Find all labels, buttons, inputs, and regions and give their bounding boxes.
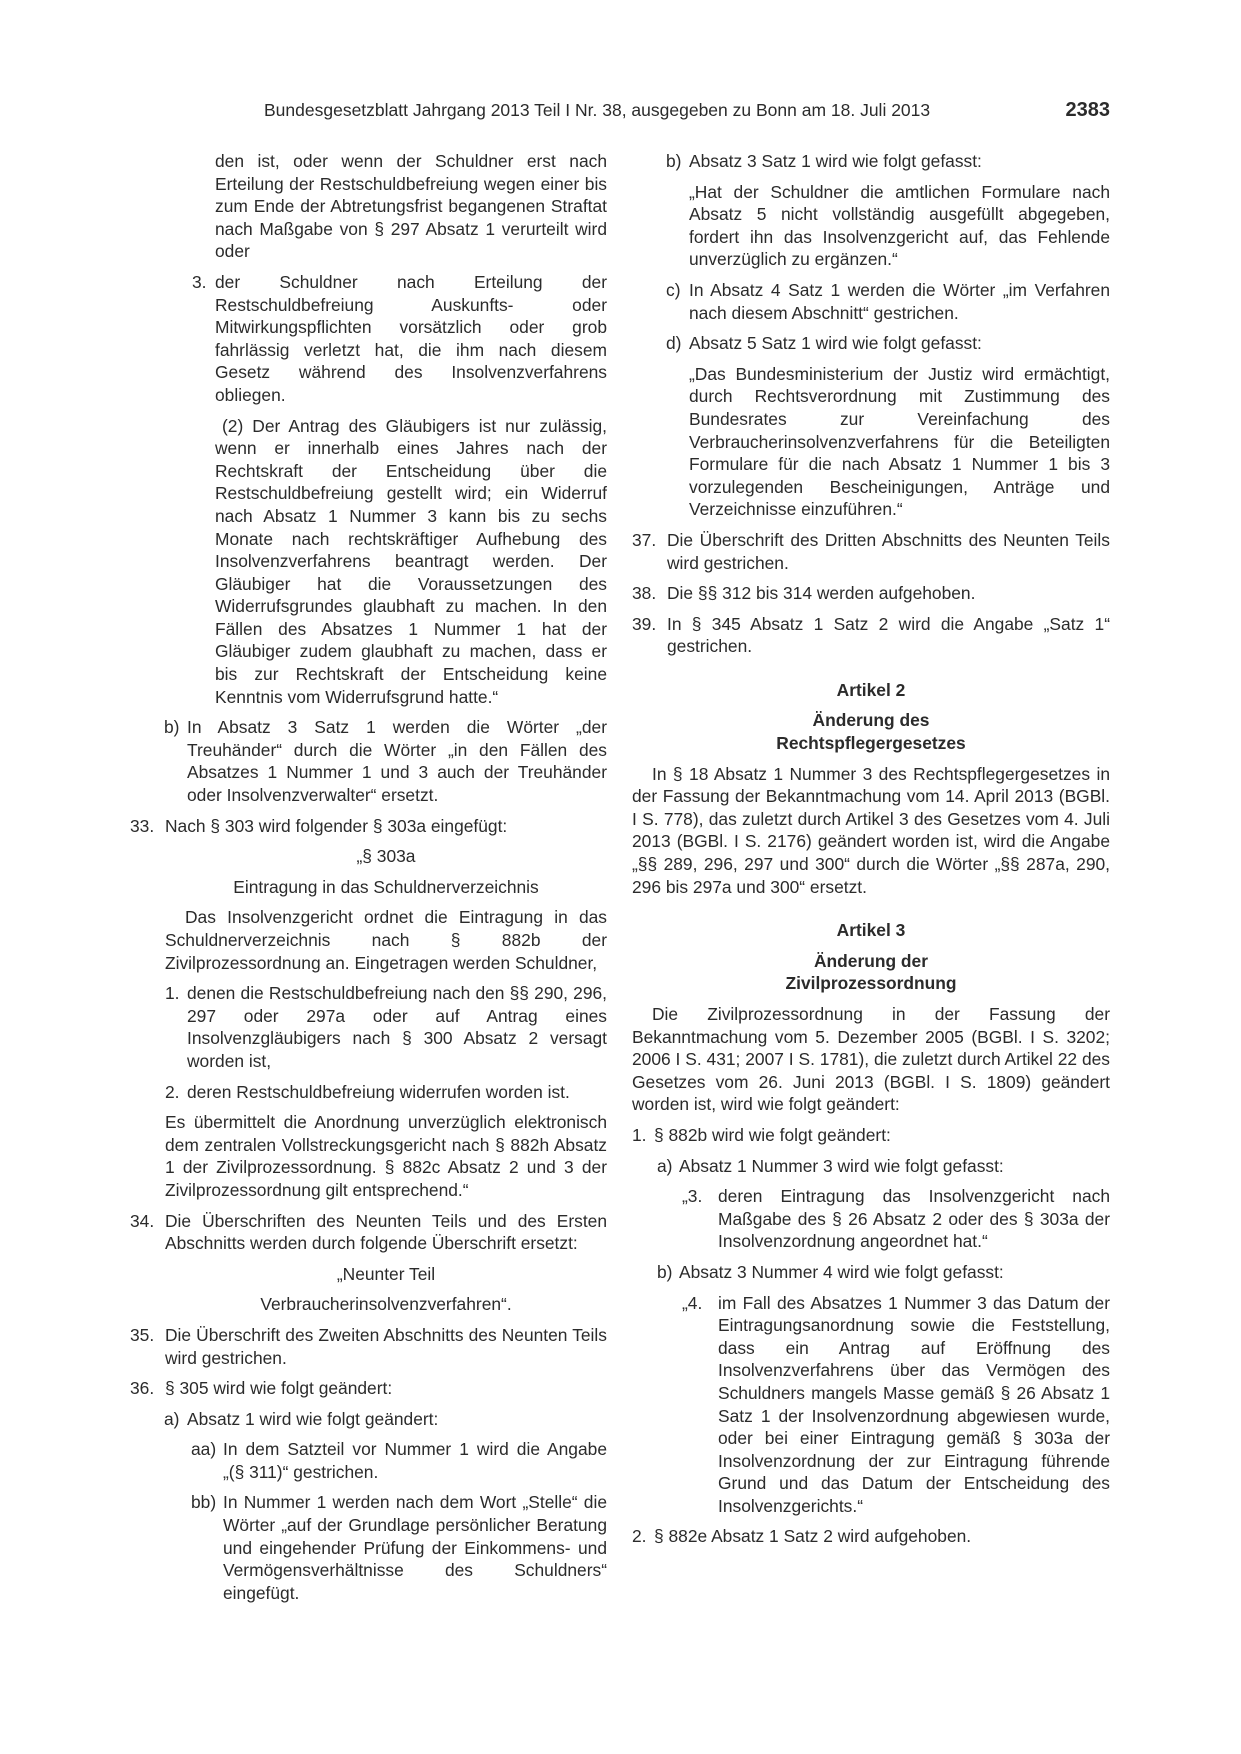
- item-text: Absatz 3 Nummer 4 wird wie folgt gefasst:: [679, 1261, 1004, 1282]
- article-heading: Artikel 3: [836, 920, 906, 941]
- paragraph-2: (2) Der Antrag des Gläubigers ist nur zulässig, wenn er innerhalb eines Jahres nach der Rechtskraft der Entscheidung über die Restschuldbefreiung gestellt wird; ein Widerruf nach Absatz 1 Nummer 3 kann bis zu sechs Monate nach rechtskräftiger Aufhebung des Insolvenzverfahrens beantragt werden. Der Gläubiger hat die Voraussetzungen des Widerrufsgrundes glaubhaft zu machen. In den Fällen des Absatzes 1 Nummer 1 hat der Gläubiger zudem glaubhaft zu machen, dass er bis zur Rechtskraft der Entscheidung keine Kenntnis vom Widerrufsgrund hatte.“: [215, 415, 607, 707]
- item-label: aa): [191, 1439, 217, 1460]
- right-column: [632, 150, 1110, 1548]
- item-text: Absatz 5 Satz 1 wird wie folgt gefasst:: [689, 333, 982, 354]
- item-label: d): [666, 333, 682, 354]
- list-item: [192, 271, 607, 407]
- list-item: [130, 1210, 607, 1255]
- article-title: Änderung des: [812, 710, 930, 731]
- item-label: bb): [191, 1492, 217, 1513]
- item-label: 3.: [192, 271, 207, 292]
- item-label: 39.: [632, 613, 657, 634]
- page-number: 2383: [1065, 99, 1110, 121]
- continuation-text: den ist, oder wenn der Schuldner erst nach Erteilung der Restschuldbefreiung wegen einer bis zum Ende der Abtretungsfrist begangenen Straftat nach Maßgabe von § 297 Absatz 1 verurteilt wird oder: [215, 151, 607, 262]
- list-item: [191, 1491, 607, 1604]
- list-item: [165, 982, 607, 1072]
- list-item: [632, 1124, 1110, 1147]
- article-title: Rechtspflegergesetzes: [776, 733, 966, 754]
- quoted-text: „Das Bundesministerium der Justiz wird ermächtigt, durch Rechtsverordnung mit Zustimmung des Bundesrates zur Vereinfachung des Verbraucherinsolvenzverfahrens für die Beteiligten Formulare für die nach Absatz 1 Nummer 1 bis 3 vorzulegenden Bescheinigungen, Anträge und Verzeichnisse einzuführen.“: [689, 363, 1110, 520]
- list-item: [657, 1261, 1110, 1284]
- list-item: [164, 716, 607, 806]
- item-label: 1.: [632, 1124, 647, 1145]
- item-text: Die Überschrift des Dritten Abschnitts des Neunten Teils wird gestrichen.: [667, 529, 1110, 573]
- item-label: 2.: [632, 1526, 647, 1547]
- quoted-text: „Hat der Schuldner die amtlichen Formulare nach Absatz 5 nicht vollständig ausgefüllt abgegeben, fordert ihn das Insolvenzgericht auf, das Fehlende unverzüglich zu ergänzen.“: [689, 181, 1110, 270]
- item-text: Absatz 1 Nummer 3 wird wie folgt gefasst:: [679, 1155, 1004, 1176]
- list-item: [657, 1155, 1110, 1178]
- item-label: b): [657, 1261, 673, 1282]
- item-label: b): [666, 151, 682, 171]
- item-text: In Nummer 1 werden nach dem Wort „Stelle“ die Wörter „auf der Grundlage persönlicher Beratung und eingehender Prüfung der Einkommens- und Vermögensverhältnisse des Schuldners“ eingefügt.: [223, 1492, 607, 1603]
- item-text: Absatz 1 wird wie folgt geändert:: [187, 1408, 439, 1429]
- item-label: a): [657, 1155, 673, 1176]
- list-item: [666, 332, 1110, 355]
- item-text: In Absatz 3 Satz 1 werden die Wörter „der Treuhänder“ durch die Wörter „in den Fällen des Absatzes 1 Nummer 1 und 3 auch der Treuhänder oder Insolvenzverwalter“ ersetzt.: [187, 717, 607, 806]
- list-item: [632, 529, 1110, 574]
- item-text: deren Eintragung das Insolvenzgericht nach Maßgabe des § 26 Absatz 2 oder des § 303a der Insolvenzordnung angeordnet hat.“: [718, 1186, 1110, 1252]
- list-item: [165, 1081, 607, 1104]
- article-heading: Artikel 2: [836, 679, 906, 700]
- item-text: In § 345 Absatz 1 Satz 2 wird die Angabe „Satz 1“ gestrichen.: [667, 613, 1110, 657]
- item-label: 34.: [130, 1210, 155, 1231]
- item-label: c): [666, 279, 681, 300]
- item-text: In Absatz 4 Satz 1 werden die Wörter „im Verfahren nach diesem Abschnitt“ gestrichen.: [689, 279, 1110, 323]
- list-item: [632, 582, 1110, 605]
- article-body: In § 18 Absatz 1 Nummer 3 des Rechtspflegergesetzes in der Fassung der Bekanntmachung vom 14. April 2013 (BGBl. I S. 778), das zuletzt durch Artikel 3 des Gesetzes vom 4. Juli 2013 (BGBl. I S. 2176) geändert worden ist, wird die Angabe „§§ 289, 296, 297 und 300“ durch die Wörter „§§ 287a, 290, 296 bis 297a und 300“ ersetzt.: [632, 763, 1110, 897]
- list-item: [164, 1408, 607, 1431]
- list-item: [632, 613, 1110, 658]
- item-label: a): [164, 1408, 180, 1429]
- item-text: deren Restschuldbefreiung widerrufen worden ist.: [187, 1081, 570, 1102]
- item-label: 38.: [632, 583, 657, 604]
- section-closing: Es übermittelt die Anordnung unverzüglich elektronisch dem zentralen Vollstreckungsgericht nach § 882h Absatz 1 der Zivilprozessordnung. § 882c Absatz 2 und 3 der Zivilprozessordnung gilt entsprechend.“: [165, 1112, 607, 1200]
- item-text: § 882b wird wie folgt geändert:: [654, 1124, 891, 1145]
- inserted-heading: „Neunter Teil: [336, 1263, 436, 1284]
- running-header: [264, 100, 1110, 128]
- item-label: 33.: [130, 815, 155, 836]
- section-title: Eintragung in das Schuldnerverzeichnis: [233, 876, 539, 897]
- item-text: Nach § 303 wird folgender § 303a eingefügt:: [165, 815, 508, 836]
- list-item: [130, 1324, 607, 1369]
- item-label: 35.: [130, 1324, 155, 1345]
- item-text: § 305 wird wie folgt geändert:: [165, 1378, 393, 1399]
- list-item: [191, 1438, 607, 1483]
- inserted-heading: Verbraucherinsolvenzverfahren“.: [260, 1294, 512, 1315]
- header-title: Bundesgesetzblatt Jahrgang 2013 Teil I Nr. 38, ausgegeben zu Bonn am 18. Juli 2013: [264, 100, 931, 120]
- article-title: Zivilprozessordnung: [785, 973, 957, 994]
- article-body: Die Zivilprozessordnung in der Fassung der Bekanntmachung vom 5. Dezember 2005 (BGBl. I S. 3202; 2006 I S. 431; 2007 I S. 1781), die zuletzt durch Artikel 22 des Gesetzes vom 26. Juni 2013 (BGBl. I S. 1809) geändert worden ist, wird wie folgt geändert:: [632, 1004, 1110, 1115]
- list-item: [682, 1292, 1110, 1518]
- item-label: 2.: [165, 1081, 180, 1102]
- item-text: Absatz 3 Satz 1 wird wie folgt gefasst:: [689, 151, 982, 171]
- item-label: b): [164, 717, 180, 738]
- item-label: „3.: [682, 1186, 703, 1207]
- item-text: Die Überschrift des Zweiten Abschnitts des Neunten Teils wird gestrichen.: [165, 1324, 607, 1368]
- item-text: denen die Restschuldbefreiung nach den §§ 290, 296, 297 oder 297a oder auf Antrag eines Insolvenzgläubigers nach § 300 Absatz 2 versagt worden ist,: [187, 983, 607, 1071]
- list-item: [632, 1525, 1110, 1548]
- item-text: im Fall des Absatzes 1 Nummer 3 das Datum der Eintragungsanordnung sowie die Feststellung, dass ein Antrag auf Eröffnung des Insolvenzverfahrens über das Vermögen des Schuldners mangels Masse gemäß § 26 Absatz 1 Satz 1 der Insolvenzordnung abgewiesen wurde, oder bei einer Eintragung gemäß § 303a der Insolvenzordnung der zur Eintragung führende Grund und das Datum der Entscheidung des Insolvenzgerichts.“: [718, 1292, 1110, 1516]
- list-item: [682, 1185, 1110, 1253]
- section-number: „§ 303a: [356, 846, 416, 867]
- item-text: Die §§ 312 bis 314 werden aufgehoben.: [667, 583, 976, 604]
- list-item: [130, 1377, 607, 1400]
- item-label: 36.: [130, 1378, 155, 1399]
- item-text: der Schuldner nach Erteilung der Restschuldbefreiung Auskunfts- oder Mitwirkungspflichten vorsätzlich oder grob fahrlässig verletzt hat, die ihm nach diesem Gesetz während des Insolvenzverfahrens obliegen.: [215, 271, 607, 405]
- item-label: „4.: [682, 1292, 703, 1313]
- item-text: § 882e Absatz 1 Satz 2 wird aufgehoben.: [654, 1526, 972, 1547]
- item-label: 37.: [632, 529, 657, 550]
- list-item: [130, 815, 607, 838]
- item-label: 1.: [165, 983, 180, 1004]
- item-text: Die Überschriften des Neunten Teils und des Ersten Abschnitts werden durch folgende Überschrift ersetzt:: [165, 1210, 607, 1254]
- section-intro: Das Insolvenzgericht ordnet die Eintragung in das Schuldnerverzeichnis nach § 882b der Zivilprozessordnung an. Eingetragen werden Schuldner,: [165, 907, 607, 973]
- list-item: [666, 150, 1110, 173]
- item-text: In dem Satzteil vor Nummer 1 wird die Angabe „(§ 311)“ gestrichen.: [223, 1439, 607, 1482]
- article-title: Änderung der: [813, 950, 928, 971]
- left-column: [130, 150, 607, 1604]
- list-item: [666, 279, 1110, 324]
